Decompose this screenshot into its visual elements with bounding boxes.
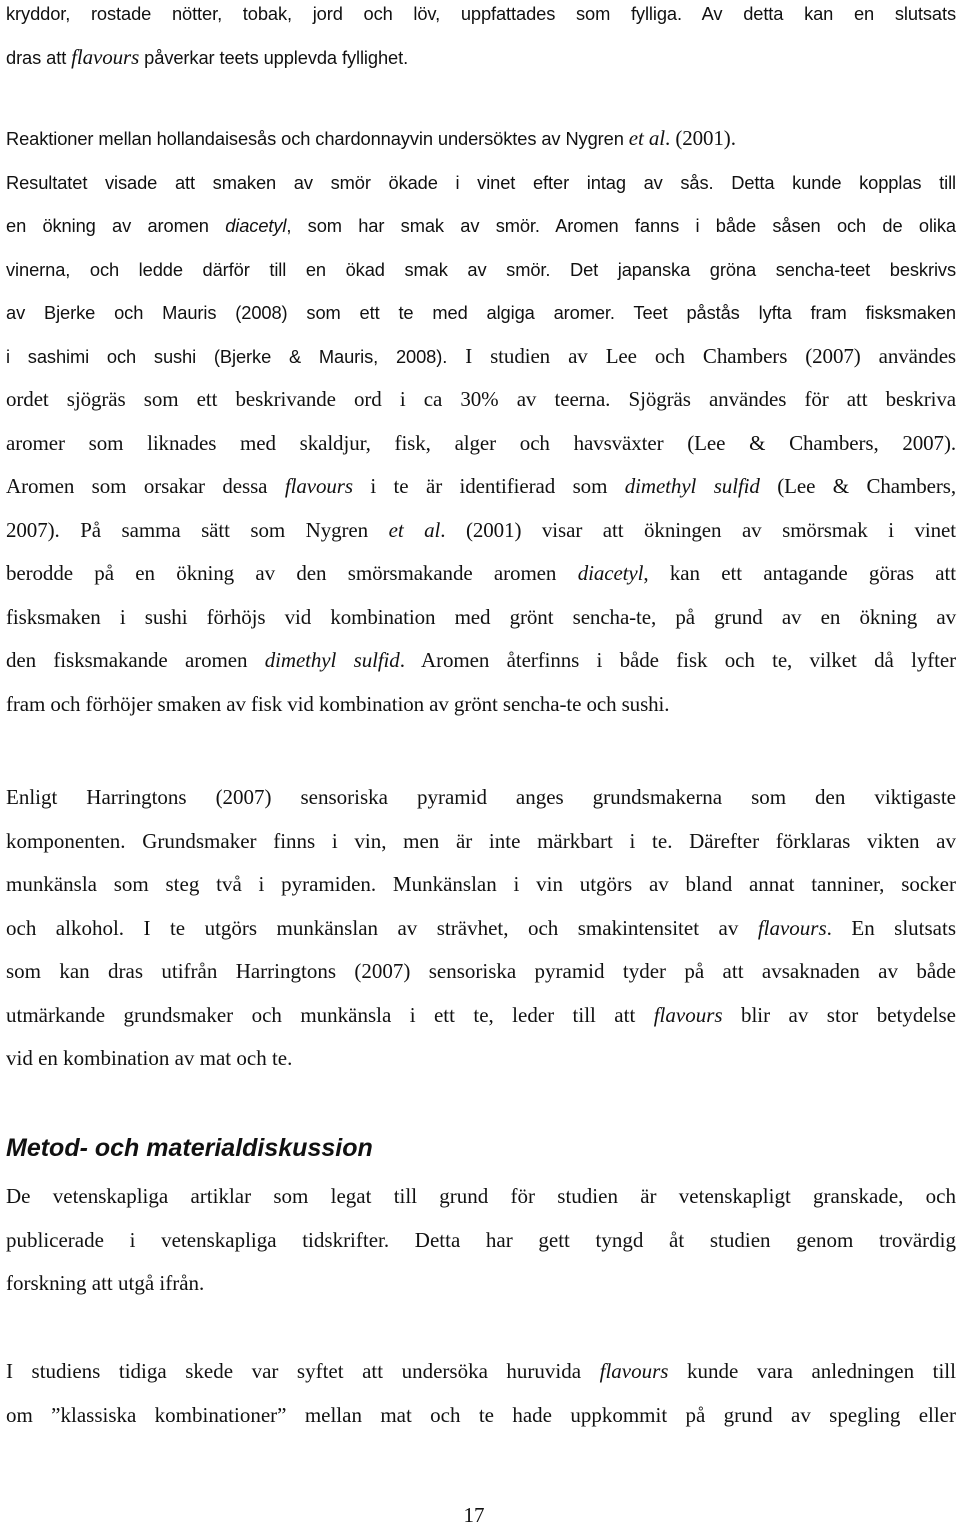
paragraph-line (6, 36, 956, 80)
paragraph-line: vid en kombination av mat och te. (6, 1046, 293, 1070)
section-heading: Metod- och materialdiskussion (6, 1134, 373, 1162)
paragraph-line: kryddor, rostade nötter, tobak, jord och löv, uppfattades som fylliga. Av detta kan en slutsats (6, 3, 956, 24)
paragraph-line: komponenten. Grundsmaker finns i vin, men är inte märkbart i te. Därefter förklaras vikten av (6, 828, 956, 853)
paragraph-3 (6, 776, 956, 1081)
paragraph-line: 2007). På samma sätt som Nygren et al. (2001) visar att ökningen av smörsmak i vinet (6, 517, 956, 542)
paragraph-line: berodde på en ökning av den smörsmakande aromen diacetyl, kan ett antagande göras att (6, 561, 956, 585)
paragraph-4 (6, 1175, 956, 1306)
paragraph-1 (6, 0, 956, 79)
paragraph-5 (6, 1350, 956, 1437)
paragraph-line: och alkohol. I te utgörs munkänslan av strävhet, och smakintensitet av flavours. En slutsats (6, 915, 957, 940)
paragraph-line: munkänsla som steg två i pyramiden. Munkänslan i vin utgörs av bland annat tanniner, socker (6, 872, 956, 896)
paragraph-line: av Bjerke och Mauris (2008) som ett te med algiga aromer. Teet påstås lyfta fram fisksmaken (6, 302, 956, 323)
paragraph-line: Resultatet visade att smaken av smör ökade i vinet efter intag av sås. Detta kunde kopplas till (6, 171, 956, 193)
paragraph-line: i sashimi och sushi (Bjerke & Mauris, 2008). I studien av Lee och Chambers (2007) användes (6, 343, 956, 368)
paragraph-line: ordet sjögräs som ett beskrivande ord i ca 30% av teerna. Sjögräs användes för att beskriva (6, 387, 956, 411)
paragraph-line: Aromen som orsakar dessa flavours i te är identifierad som dimethyl sulfid (Lee & Chambers, (6, 474, 956, 498)
paragraph-line: I studiens tidiga skede var syftet att undersöka huruvida flavours kunde vara anledningen till (6, 1359, 956, 1383)
paragraph-line: forskning att utgå ifrån. (6, 1271, 205, 1295)
flavours-text: dras att flavours påverkar teets upplevda fyllighet. (6, 44, 409, 69)
paragraph-line: fram och förhöjer smaken av fisk vid kombination av grönt sencha-te och sushi. (6, 691, 670, 716)
paragraph-line: som kan dras utifrån Harringtons (2007) sensoriska pyramid tyder på att avsaknaden av både (6, 959, 956, 983)
paragraph-2 (6, 117, 956, 726)
paragraph-line: aromer som liknades med skaldjur, fisk, alger och havsväxter (Lee & Chambers, 2007). (6, 430, 956, 455)
paragraph-line: om ”klassiska kombinationer” mellan mat och te hade uppkommit på grund av spegling eller (6, 1402, 956, 1427)
paragraph-line: publicerade i vetenskapliga tidskrifter. Detta har gett tyngd åt studien genom trovärdig (6, 1227, 956, 1252)
paragraph-line: utmärkande grundsmaker och munkänsla i ett te, leder till att flavours blir av stor betydelse (6, 1002, 956, 1027)
paragraph-line: den fisksmakande aromen dimethyl sulfid. Aromen återfinns i både fisk och te, vilket då lyfter (6, 648, 956, 672)
paragraph-line: Enligt Harringtons (2007) sensoriska pyramid anges grundsmakerna som den viktigaste (6, 785, 956, 809)
page-number: 17 (463, 1503, 485, 1527)
paragraph-line: en ökning av aromen diacetyl, som har smak av smör. Aromen fanns i både såsen och de olika (6, 215, 956, 236)
paragraph-line: vinerna, och ledde därför till en ökad smak av smör. Det japanska gröna sencha-teet beskrivs (6, 258, 957, 280)
paragraph-line: De vetenskapliga artiklar som legat till grund för studien är vetenskapligt granskade, och (6, 1184, 956, 1208)
paragraph-line: fisksmaken i sushi förhöjs vid kombination med grönt sencha-te, på grund av en ökning av (6, 604, 956, 629)
paragraph-line: Reaktioner mellan hollandaisesås och chardonnayvin undersöktes av Nygren et al. (2001). (6, 126, 736, 150)
